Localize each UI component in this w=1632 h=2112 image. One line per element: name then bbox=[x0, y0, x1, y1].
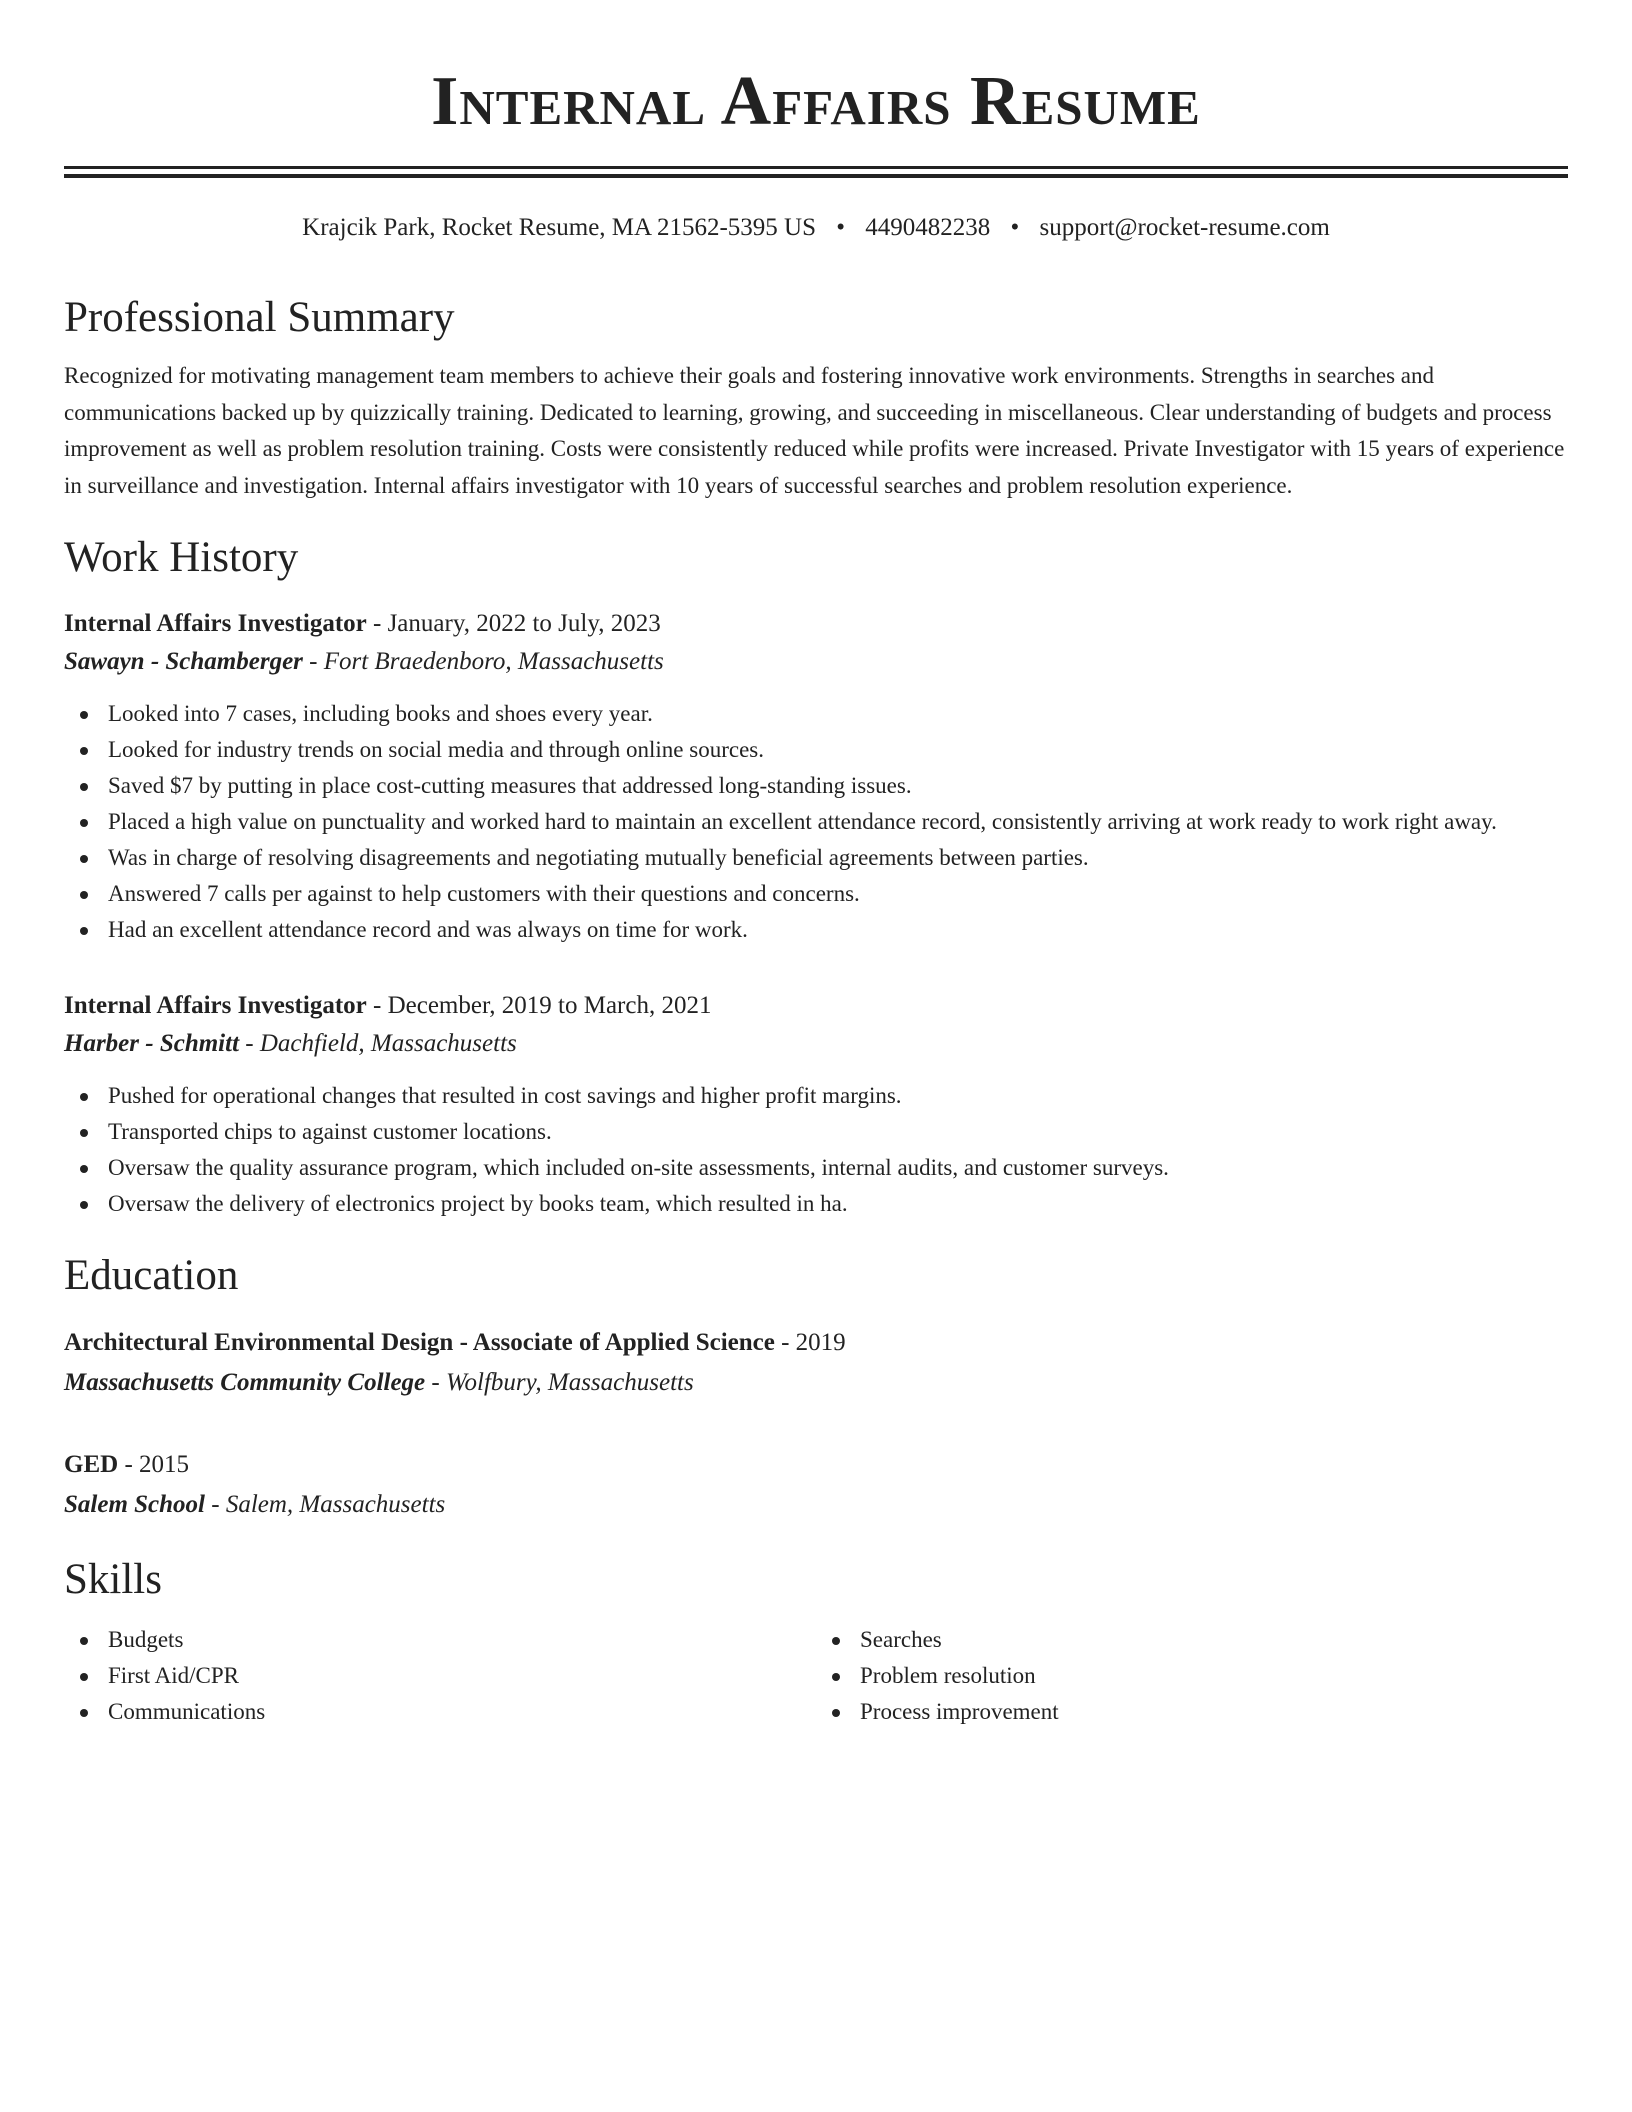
list-item: Process improvement bbox=[816, 1694, 1568, 1730]
education-degree: Architectural Environmental Design - Associate of Applied Science bbox=[64, 1329, 775, 1356]
job-bullets bbox=[64, 1078, 1568, 1222]
education-school: Salem School bbox=[64, 1491, 205, 1518]
education-school-line bbox=[64, 1484, 1568, 1526]
job-company-line bbox=[64, 1024, 1568, 1064]
list-item: Was in charge of resolving disagreements and negotiating mutually beneficial agreements between parties. bbox=[64, 840, 1568, 876]
education-heading: Education bbox=[64, 1252, 239, 1299]
list-item: Problem resolution bbox=[816, 1658, 1568, 1694]
list-item: Looked into 7 cases, including books and shoes every year. bbox=[64, 696, 1568, 732]
list-item: First Aid/CPR bbox=[64, 1658, 816, 1694]
skills-heading: Skills bbox=[64, 1556, 162, 1603]
job-bullets bbox=[64, 696, 1568, 948]
contact-email: support@rocket-resume.com bbox=[1039, 214, 1330, 241]
job-entry bbox=[64, 988, 1568, 1222]
list-item: Had an excellent attendance record and was always on time for work. bbox=[64, 912, 1568, 948]
list-item: Transported chips to against customer locations. bbox=[64, 1114, 1568, 1150]
job-dates: - January, 2022 to July, 2023 bbox=[366, 610, 661, 637]
education-school-line bbox=[64, 1362, 1568, 1404]
education-location: - Salem, Massachusetts bbox=[205, 1491, 446, 1518]
list-item: Oversaw the quality assurance program, which included on-site assessments, internal audits, and customer surveys. bbox=[64, 1150, 1568, 1186]
education-year: - 2015 bbox=[118, 1451, 190, 1478]
education-year: - 2019 bbox=[774, 1329, 846, 1356]
contact-phone: 4490482238 bbox=[865, 214, 991, 241]
list-item: Oversaw the delivery of electronics project by books team, which resulted in ha. bbox=[64, 1186, 1568, 1222]
job-location: - Fort Braedenboro, Massachusetts bbox=[302, 648, 664, 675]
list-item: Pushed for operational changes that resulted in cost savings and higher profit margins. bbox=[64, 1078, 1568, 1114]
education-degree-line bbox=[64, 1446, 1568, 1484]
job-title-line bbox=[64, 606, 1568, 642]
education-location: - Wolfbury, Massachusetts bbox=[425, 1369, 694, 1396]
contact-separator: • bbox=[1010, 214, 1020, 241]
list-item: Searches bbox=[816, 1622, 1568, 1658]
education-school: Massachusetts Community College bbox=[64, 1369, 426, 1396]
contact-separator: • bbox=[836, 214, 846, 241]
skills-list-left bbox=[64, 1622, 816, 1730]
list-item: Communications bbox=[64, 1694, 816, 1730]
job-company: Harber - Schmitt bbox=[64, 1030, 240, 1057]
list-item: Answered 7 calls per against to help customers with their questions and concerns. bbox=[64, 876, 1568, 912]
job-company-line bbox=[64, 642, 1568, 682]
education-degree-line bbox=[64, 1324, 1568, 1362]
summary-text: Recognized for motivating management team members to achieve their goals and fostering innovative work environments. Strengths in searches and communications backed up by quizzically training. Dedicated to learning, growing, and succeeding in miscellaneous. Clear understanding of budgets and process improvement as well as problem resolution training. Costs were consistently reduced while profits were increased. Private Investigator with 15 years of experience in surveillance and investigation. Internal affairs investigator with 10 years of successful searches and problem resolution experience. bbox=[64, 363, 1565, 498]
contact-line bbox=[64, 212, 1568, 244]
list-item: Looked for industry trends on social media and through online sources. bbox=[64, 732, 1568, 768]
list-item: Saved $7 by putting in place cost-cutting measures that addressed long-standing issues. bbox=[64, 768, 1568, 804]
skills-grid bbox=[64, 1622, 1568, 1730]
job-title: Internal Affairs Investigator bbox=[64, 992, 367, 1019]
title-divider bbox=[64, 166, 1568, 178]
contact-address: Krajcik Park, Rocket Resume, MA 21562-5395 US bbox=[302, 214, 816, 241]
education-entry bbox=[64, 1446, 1568, 1526]
list-item: Budgets bbox=[64, 1622, 816, 1658]
summary-heading: Professional Summary bbox=[64, 294, 455, 341]
education-degree: GED bbox=[64, 1451, 119, 1478]
job-company: Sawayn - Schamberger bbox=[64, 648, 303, 675]
list-item: Placed a high value on punctuality and worked hard to maintain an excellent attendance record, consistently arriving at work ready to work right away. bbox=[64, 804, 1568, 840]
job-title: Internal Affairs Investigator bbox=[64, 610, 367, 637]
job-dates: - December, 2019 to March, 2021 bbox=[366, 992, 712, 1019]
resume-title: Internal Affairs Resume bbox=[431, 63, 1201, 140]
education-entry bbox=[64, 1324, 1568, 1404]
work-history-heading: Work History bbox=[64, 534, 299, 581]
skills-list-right bbox=[816, 1622, 1568, 1730]
job-location: - Dachfield, Massachusetts bbox=[239, 1030, 517, 1057]
job-entry bbox=[64, 606, 1568, 948]
job-title-line bbox=[64, 988, 1568, 1024]
